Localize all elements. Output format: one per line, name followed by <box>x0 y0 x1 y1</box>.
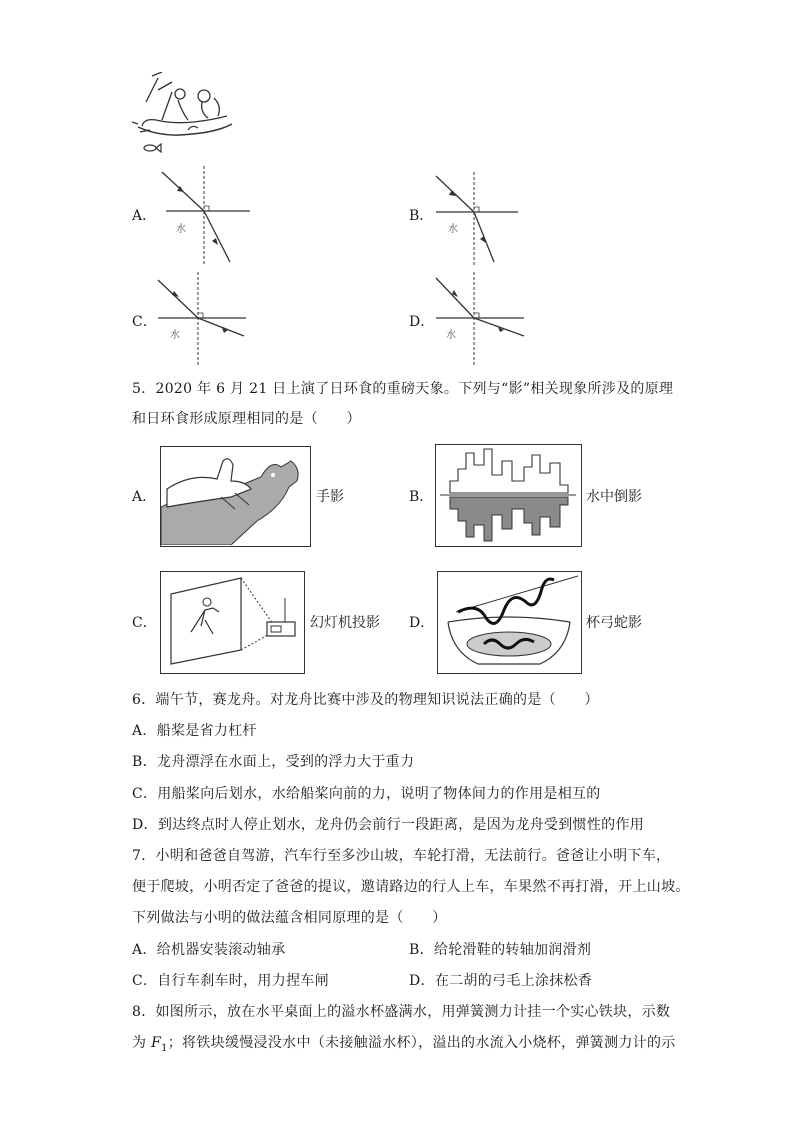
q4-option-d-diagram <box>430 272 530 367</box>
q7-option-c[interactable]: C．自行车刹车时，用力捏车闸 <box>132 973 329 989</box>
q4-option-c-diagram <box>152 272 252 367</box>
dragon-boat-illustration <box>132 72 242 157</box>
q7-option-a[interactable]: A．给机器安装滚动轴承 <box>132 942 286 958</box>
q5-option-d-letter[interactable]: D． <box>409 615 435 631</box>
q4-option-d-letter[interactable]: D． <box>409 314 435 330</box>
q5-option-a-letter[interactable]: A． <box>132 489 157 505</box>
q5-option-b-caption: 水中倒影 <box>586 489 642 505</box>
q8-line2-rest: ；将铁块缓慢浸没水中（未接触溢水杯），溢出的水流入小烧杯，弹簧测力计的示 <box>167 1035 676 1051</box>
q5-option-c-letter[interactable]: C． <box>132 615 157 631</box>
q4-option-b-diagram <box>432 172 522 267</box>
snake-in-cup-picture <box>438 572 580 672</box>
q7-option-b[interactable]: B．给轮滑鞋的转轴加润滑剂 <box>409 942 592 958</box>
q4-option-d-water-label: 水 <box>446 330 456 341</box>
q7-stem-line1: 7．小明和爸爸自驾游，汽车行至多沙山坡，车轮打滑，无法前行。爸爸让小明下车， <box>132 848 671 864</box>
q4-option-b-water-label: 水 <box>448 224 458 235</box>
q8-force-subscript: 1 <box>161 1042 168 1054</box>
q5-option-d-caption: 杯弓蛇影 <box>586 615 642 631</box>
q8-stem-line2 <box>132 1033 676 1059</box>
q7-stem-line3: 下列做法与小明的做法蕴含相同原理的是（ ） <box>132 910 447 926</box>
q4-option-a-diagram <box>158 166 253 266</box>
q7-stem-line2: 便于爬坡，小明否定了爸爸的提议，邀请路边的行人上车，车果然不再打滑，开上山坡。 <box>132 879 690 895</box>
hand-shadow-picture <box>161 447 309 545</box>
q5-option-d-image <box>437 571 582 674</box>
q4-option-c-water-label: 水 <box>170 330 180 341</box>
q5-option-c-caption: 幻灯机投影 <box>310 615 380 631</box>
q5-option-c-image <box>160 571 305 674</box>
q5-option-a-caption: 手影 <box>316 489 344 505</box>
q6-stem: 6．端午节，赛龙舟。对龙舟比赛中涉及的物理知识说法正确的是（ ） <box>132 692 599 708</box>
q4-option-a-letter[interactable]: A． <box>132 208 157 224</box>
q5-option-b-letter[interactable]: B． <box>409 489 434 505</box>
q8-stem-line1: 8．如图所示，放在水平桌面上的溢水杯盛满水，用弹簧测力计挂一个实心铁块，示数 <box>132 1004 671 1020</box>
q5-stem-line1: 5．2020 年 6 月 21 日上演了日环食的重磅天象。下列与“影”相关现象所涉及的原理 <box>132 381 674 397</box>
q8-line2-prefix: 为 <box>132 1035 152 1051</box>
q5-option-b-image <box>435 444 582 547</box>
projector-picture <box>161 572 303 672</box>
q6-option-c[interactable]: C．用船桨向后划水，水给船桨向前的力，说明了物体间力的作用是相互的 <box>132 786 601 802</box>
q4-option-c-letter[interactable]: C． <box>132 314 157 330</box>
q4-option-b-letter[interactable]: B． <box>409 208 434 224</box>
q7-option-d[interactable]: D．在二胡的弓毛上涂抹松香 <box>409 973 593 989</box>
water-reflection-picture <box>436 445 580 545</box>
q6-option-b[interactable]: B．龙舟漂浮在水面上，受到的浮力大于重力 <box>132 754 415 770</box>
q6-option-a[interactable]: A．船桨是省力杠杆 <box>132 723 257 739</box>
q4-option-a-water-label: 水 <box>176 224 186 235</box>
q6-option-d[interactable]: D．到达终点时人停止划水，龙舟仍会前行一段距离，是因为龙舟受到惯性的作用 <box>132 817 645 833</box>
q5-stem-line2: 和日环食形成原理相同的是（ ） <box>132 411 361 427</box>
q8-force-symbol: F <box>151 1035 162 1051</box>
q5-option-a-image <box>160 446 311 547</box>
